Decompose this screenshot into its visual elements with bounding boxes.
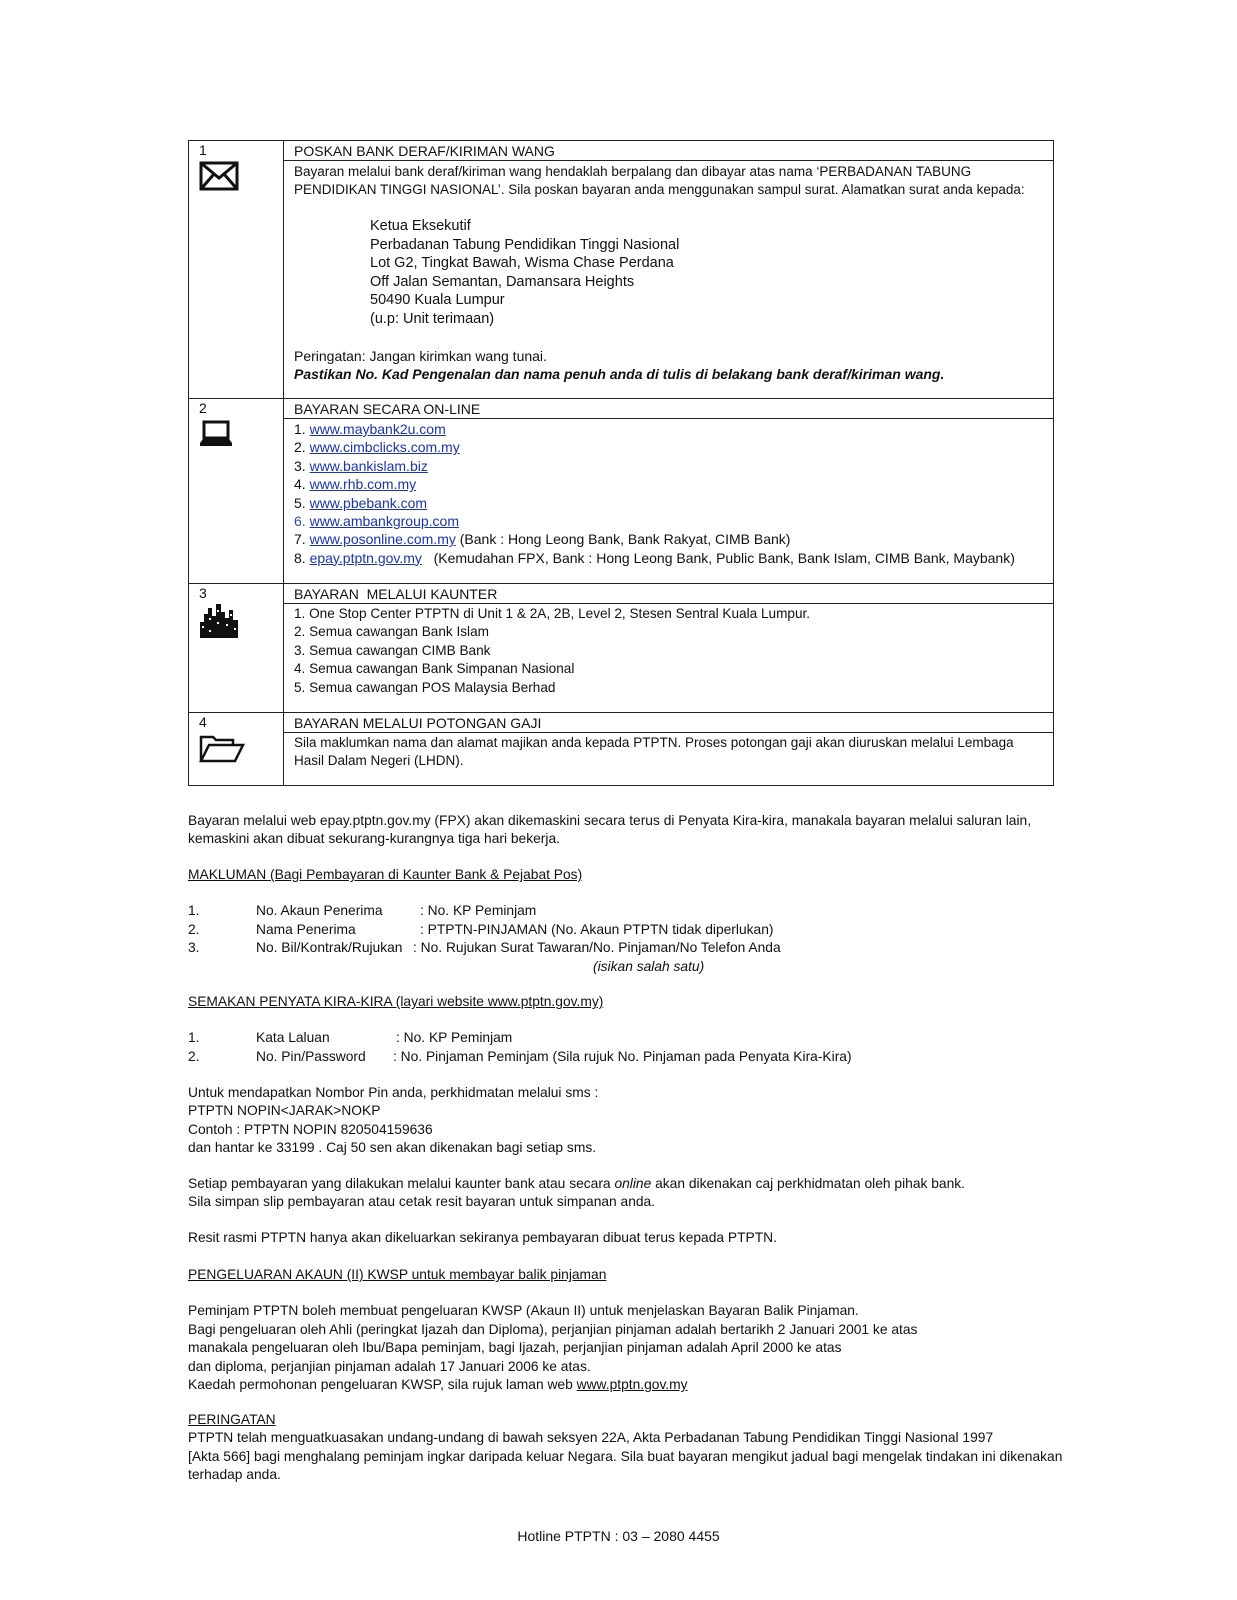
makluman-row: 1. No. Akaun Penerima : No. KP Peminjam [188,903,537,919]
online-link-row: 3. www.bankislam.biz [294,457,428,474]
open-folder-icon [199,733,283,767]
epay-ptptn-link[interactable]: epay.ptptn.gov.my [309,549,422,566]
section-3-title: BAYARAN MELALUI KAUNTER [284,584,1053,604]
address-line: 50490 Kuala Lumpur [370,292,505,309]
ptptn-website-link[interactable]: www.ptptn.gov.my [576,1377,688,1393]
semakan-heading: SEMAKAN PENYATA KIRA-KIRA (layari website www.ptptn.gov.my) [188,994,604,1009]
resit-note: Resit rasmi PTPTN hanya akan dikeluarkan sekiranya pembayaran dibuat terus kepada PTPTN. [188,1230,777,1245]
makluman-row: 2. Nama Penerima : PTPTN-PINJAMAN (No. Akaun PTPTN tidak diperlukan) [188,921,774,937]
online-link-row: 5. www.pbebank.com [294,494,428,511]
postal-address [370,217,1043,329]
pbebank-link[interactable]: www.pbebank.com [309,494,428,511]
envelope-icon [199,161,283,195]
section-3-row [189,584,1054,713]
address-line: Ketua Eksekutif [370,218,471,234]
section-1-number: 1 [199,142,207,158]
online-link-row: 2. www.cimbclicks.com.my [294,439,460,456]
kwsp-heading: PENGELUARAN AKAUN (II) KWSP untuk membayar balik pinjaman [188,1267,607,1282]
payment-methods-table [188,140,1054,786]
peringatan-section: PERINGATAN PTPTN telah menguatkuasakan undang-undang di bawah seksyen 22A, Akta Perbadanan Tabung Pendidikan Tinggi Nasional 1997 [Akta 566] bagi menghalang peminjam ingkar daripada keluar Negara. Sila buat bayaran mengikut jadual bagi mengelak tindakan ini dikenakan terhadap anda. [188,1411,1068,1485]
laptop-icon [199,419,283,451]
ic-name-warning: Pastikan No. Kad Pengenalan dan nama penuh anda di tulis di belakang bank deraf/kiriman wang. [294,365,945,382]
hotline: Hotline PTPTN : 03 – 2080 4455 [517,1528,720,1544]
semakan-section [188,993,1068,1066]
address-line: Off Jalan Semantan, Damansara Heights [370,273,635,290]
online-link-row: 4. www.rhb.com.my [294,476,417,493]
address-line: Perbadanan Tabung Pendidikan Tinggi Nasional [370,236,680,253]
counter-item: 4. Semua cawangan Bank Simpanan Nasional [294,661,575,677]
sms-section: Untuk mendapatkan Nombor Pin anda, perkhidmatan melalui sms : PTPTN NOPIN<JARAK>NOKP Contoh : PTPTN NOPIN 820504159636 dan hantar ke 33199 . Caj 50 sen akan dikenakan bagi setiap sms. [188,1085,599,1156]
cash-warning: Peringatan: Jangan kirimkan wang tunai. [294,347,547,364]
charge-note: Setiap pembayaran yang dilakukan melalui kaunter bank atau secara online akan dikenakan caj perkhidmatan oleh pihak bank. Sila simpan slip pembayaran atau cetak resit bayaran untuk simpanan anda. [188,1176,965,1210]
section-2-title: BAYARAN SECARA ON-LINE [284,399,1053,419]
address-line: Lot G2, Tingkat Bawah, Wisma Chase Perdana [370,255,674,272]
peringatan-heading: PERINGATAN [188,1412,276,1427]
section-1-intro: Bayaran melalui bank deraf/kiriman wang hendaklah berpalang dan dibayar atas nama ‘PERBADANAN TABUNG PENDIDIKAN TINGGI NASIONAL’. Sila poskan bayaran anda menggunakan sampul surat. Alamatkan surat anda kepada: [294,164,1025,197]
online-link-row: 7. www.posonline.com.my (Bank : Hong Leong Bank, Bank Rakyat, CIMB Bank) [294,531,791,548]
section-4-row [189,713,1054,786]
makluman-note: (isikan salah satu) [593,958,705,974]
counter-item: 3. Semua cawangan CIMB Bank [294,642,491,658]
section-3-number: 3 [199,585,207,601]
semakan-row: 1. Kata Laluan : No. KP Peminjam [188,1030,513,1046]
online-link-row: 1. www.maybank2u.com [294,421,446,437]
counter-item: 5. Semua cawangan POS Malaysia Berhad [294,679,556,695]
makluman-section [188,866,1068,976]
cimbclicks-link[interactable]: www.cimbclicks.com.my [309,439,460,456]
makluman-heading: MAKLUMAN (Bagi Pembayaran di Kaunter Bank & Pejabat Pos) [188,867,583,882]
section-2-number: 2 [199,400,207,416]
salary-deduction-text: Sila maklumkan nama dan alamat majikan anda kepada PTPTN. Proses potongan gaji akan diuruskan melalui Lembaga Hasil Dalam Negeri (LHDN). [294,735,1014,769]
section-2-row [189,399,1054,584]
section-1-title: POSKAN BANK DERAF/KIRIMAN WANG [284,141,1053,161]
rhb-link[interactable]: www.rhb.com.my [309,476,417,493]
kwsp-section: PENGELUARAN AKAUN (II) KWSP untuk membayar balik pinjaman Peminjam PTPTN boleh membuat pengeluaran KWSP (Akaun II) untuk menjelaskan Bayaran Balik Pinjaman. Bagi pengeluaran oleh Ahli (peringkat Ijazah dan Diploma), perjanjian pinjaman adalah bertarikh 2 Januari 2001 ke atas manakala pengeluaran oleh Ibu/Bapa peminjam, bagi Ijazah, perjanjian pinjaman adalah April 2000 ke atas dan diploma, perjanjian pinjaman adalah 17 Januari 2006 ke atas. Kaedah permohonan pengeluaran KWSP, sila rujuk laman web www.ptptn.gov.my [188,1266,1068,1394]
section-4-title: BAYARAN MELALUI POTONGAN GAJI [284,713,1053,733]
counter-item: 1. One Stop Center PTPTN di Unit 1 & 2A, 2B, Level 2, Stesen Sentral Kuala Lumpur. [294,606,811,621]
posonline-link[interactable]: www.posonline.com.my [309,531,456,548]
makluman-row: 3. No. Bil/Kontrak/Rujukan : No. Rujukan Surat Tawaran/No. Pinjaman/No Telefon Anda [188,940,781,956]
bankislam-link[interactable]: www.bankislam.biz [309,457,428,474]
payment-methods [188,140,1054,786]
counter-item: 2. Semua cawangan Bank Islam [294,624,489,640]
ambankgroup-link[interactable]: www.ambankgroup.com [309,513,459,530]
address-line: (u.p: Unit terimaan) [370,310,495,327]
semakan-row: 2. No. Pin/Password : No. Pinjaman Peminjam (Sila rujuk No. Pinjaman pada Penyata Kira-Kira) [188,1048,852,1064]
maybank2u-link[interactable]: www.maybank2u.com [309,421,446,437]
section-1-row [189,141,1054,399]
online-link-row: 6. www.ambankgroup.com [294,513,459,530]
city-buildings-icon [199,602,283,642]
online-link-row: 8. epay.ptptn.gov.my (Kemudahan FPX, Bank : Hong Leong Bank, Public Bank, Bank Islam, CIMB Bank, Maybank) [294,549,1015,566]
fpx-note: Bayaran melalui web epay.ptptn.gov.my (FPX) akan dikemaskini secara terus di Penyata Kira-kira, manakala bayaran melalui saluran lain, kemaskini akan dibuat sekurang-kurangnya tiga hari bekerja. [188,813,1032,847]
section-4-number: 4 [199,714,207,730]
